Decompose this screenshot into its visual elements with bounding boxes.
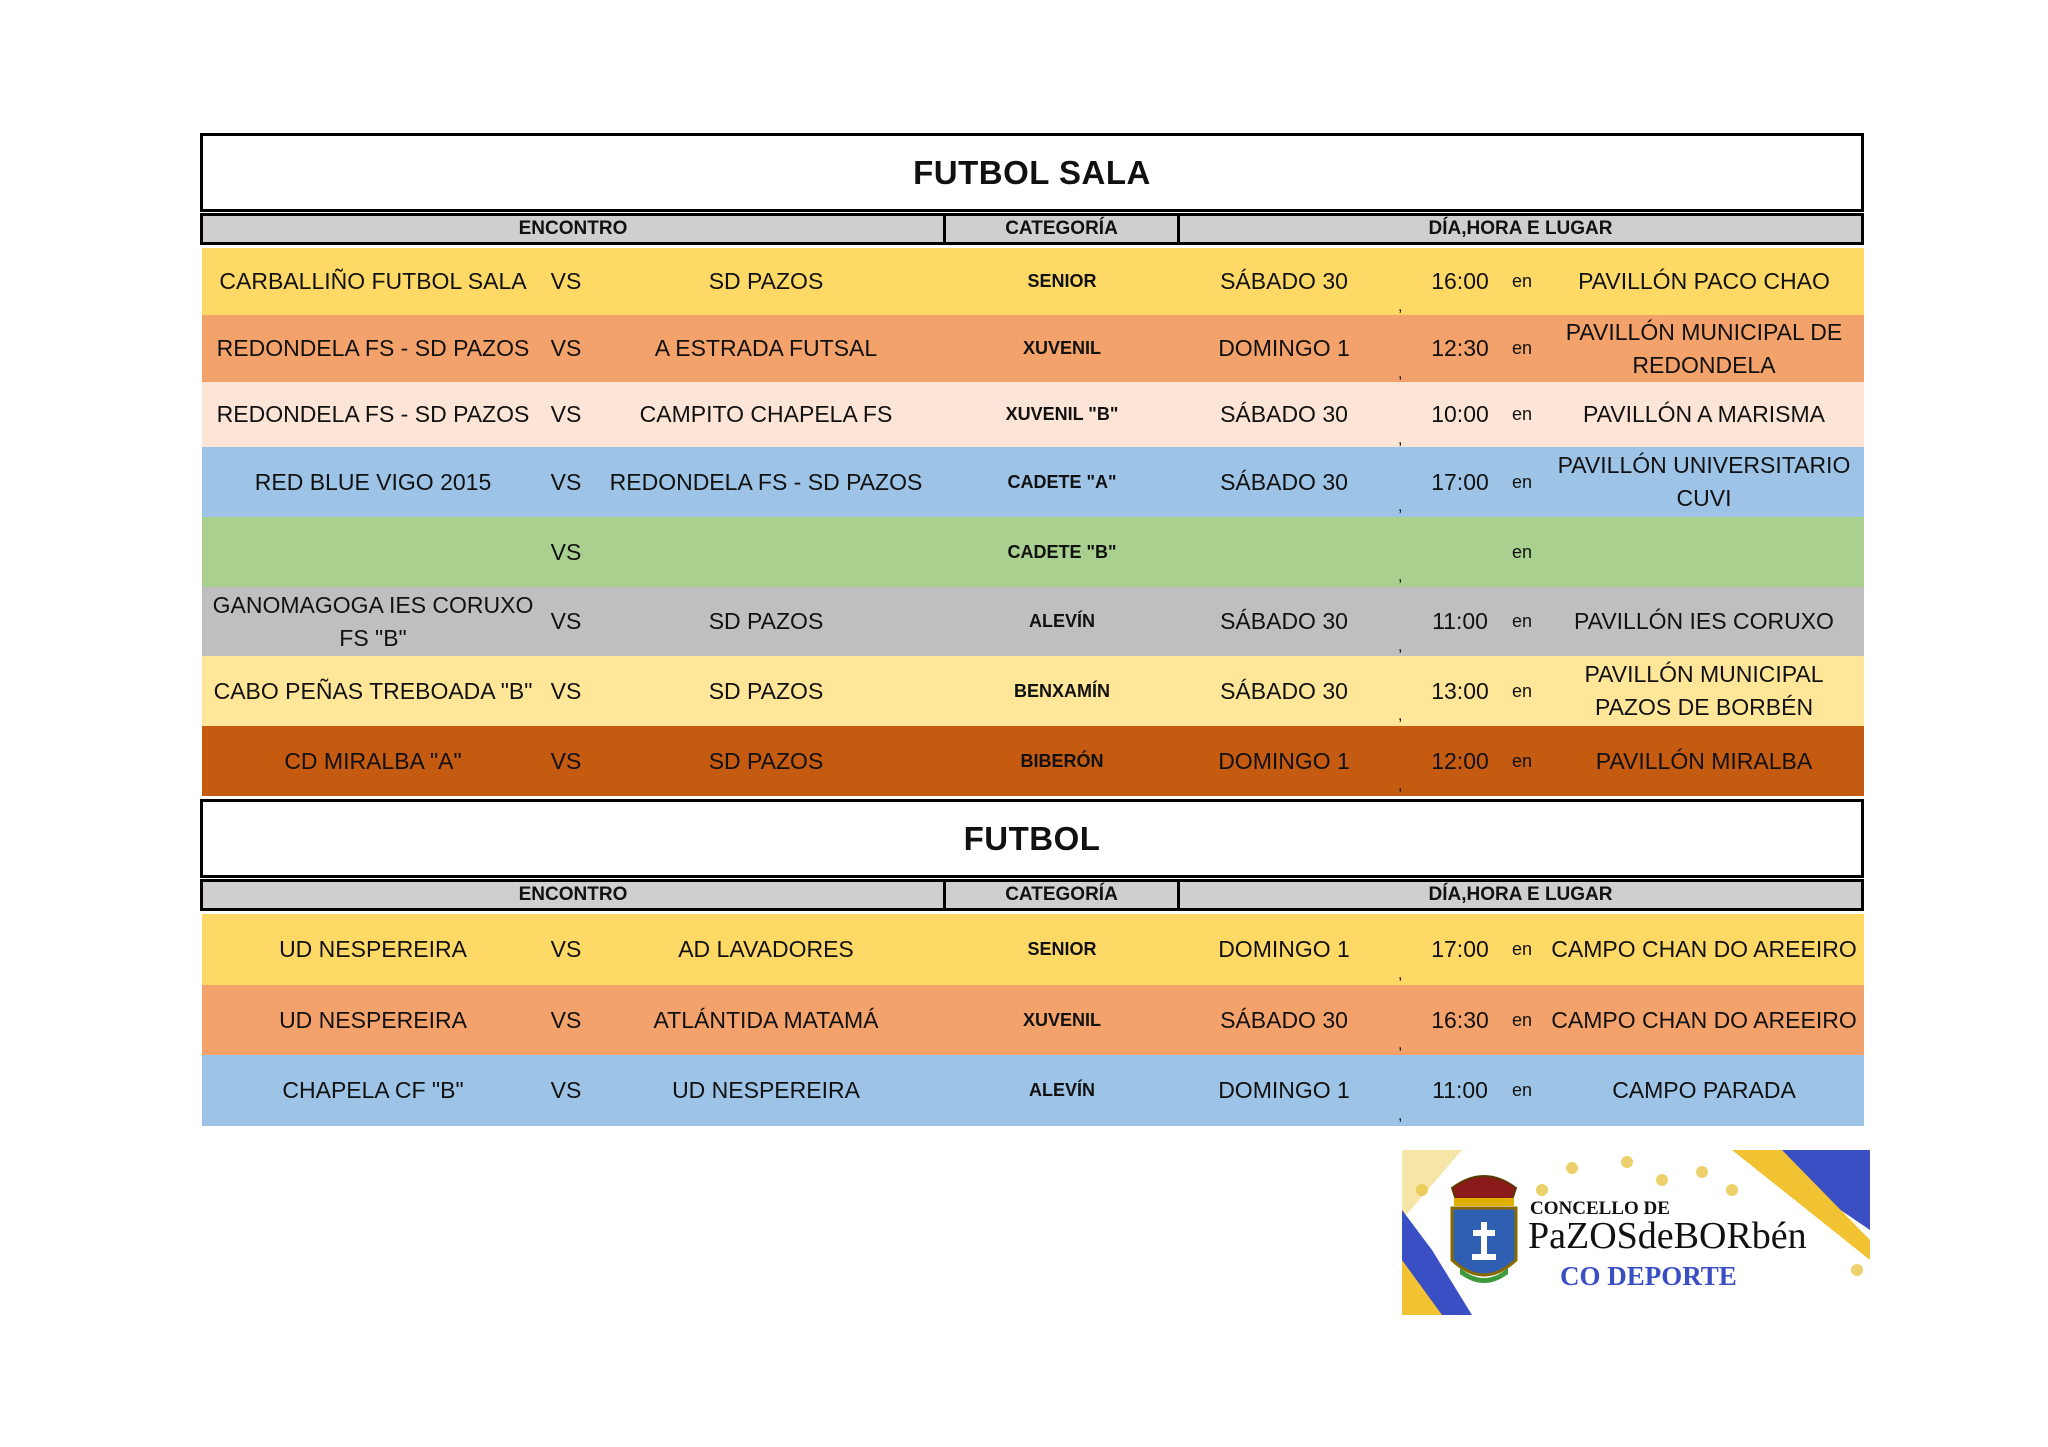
vs-label: VS <box>550 1006 582 1033</box>
home-team: REDONDELA FS - SD PAZOS <box>216 335 530 361</box>
header-categoria: CATEGORÍA <box>946 216 1180 242</box>
match-day: DOMINGO 1 <box>1218 747 1350 774</box>
separator-comma <box>1388 726 1420 796</box>
home-team: UD NESPEREIRA <box>279 1006 467 1033</box>
en-label: en <box>1511 471 1533 492</box>
separator-comma <box>1388 382 1420 447</box>
match-day: DOMINGO 1 <box>1218 936 1350 962</box>
home-team: CHAPELA CF "B" <box>282 1077 464 1103</box>
category-label: ALEVÍN <box>1028 1080 1095 1100</box>
logo-line1: CONCELLO DE <box>1530 1198 1670 1219</box>
category-label: SENIOR <box>1027 271 1097 291</box>
concello-logo <box>1402 1150 1870 1315</box>
match-time: 16:30 <box>1431 1006 1489 1033</box>
vs-label: VS <box>550 608 582 634</box>
vs-label: VS <box>550 747 582 774</box>
venue: CAMPO CHAN DO AREEIRO <box>1551 936 1857 962</box>
separator-comma <box>1388 517 1420 587</box>
futbol-sala-header <box>200 213 1864 245</box>
match-day: DOMINGO 1 <box>1218 335 1350 361</box>
home-team: RED BLUE VIGO 2015 <box>254 468 492 495</box>
match-row <box>202 914 1864 985</box>
en-label: en <box>1511 541 1533 562</box>
match-day: SÁBADO 30 <box>1220 677 1348 704</box>
vs-label: VS <box>550 538 582 565</box>
match-row <box>202 985 1864 1055</box>
vs-label: VS <box>550 268 582 294</box>
category-label: BIBERÓN <box>1020 750 1104 771</box>
match-row <box>202 517 1864 587</box>
separator-comma <box>1388 315 1420 382</box>
away-team: A ESTRADA FUTSAL <box>654 335 878 361</box>
match-day: SÁBADO 30 <box>1220 401 1348 427</box>
futbol-title: FUTBOL <box>200 799 1864 878</box>
away-team: CAMPITO CHAPELA FS <box>639 401 893 427</box>
en-label: en <box>1511 939 1533 959</box>
venue: PAVILLÓN MUNICIPAL PAZOS DE BORBÉN <box>1584 661 1824 720</box>
venue: PAVILLÓN UNIVERSITARIO CUVI <box>1557 452 1851 511</box>
match-time: 11:00 <box>1432 1077 1488 1103</box>
venue: CAMPO CHAN DO AREEIRO <box>1551 1006 1857 1033</box>
away-team: SD PAZOS <box>708 608 824 634</box>
match-row <box>202 1055 1864 1126</box>
match-time: 11:00 <box>1432 608 1488 634</box>
comma-text: , <box>1398 364 1403 382</box>
home-team: GANOMAGOGA IES CORUXO FS "B" <box>212 591 534 651</box>
en-label: en <box>1511 404 1533 424</box>
futbol-sala-title: FUTBOL SALA <box>200 133 1864 212</box>
header-encontro: ENCONTRO <box>203 882 946 908</box>
match-row <box>202 382 1864 447</box>
match-row <box>202 315 1864 382</box>
comma-text: , <box>1398 297 1403 315</box>
match-time: 12:30 <box>1431 335 1489 361</box>
comma-text: , <box>1398 637 1403 655</box>
away-team: SD PAZOS <box>708 677 824 704</box>
match-time: 10:00 <box>1431 401 1489 427</box>
logo-line2: PaZOSdeBORbén <box>1528 1215 1807 1257</box>
match-day: SÁBADO 30 <box>1220 608 1348 634</box>
header-dia-hora-lugar: DÍA,HORA E LUGAR <box>1428 884 1613 905</box>
venue: PAVILLÓN IES CORUXO <box>1574 608 1834 634</box>
venue: PAVILLÓN MIRALBA <box>1595 747 1813 774</box>
venue: CAMPO PARADA <box>1612 1077 1796 1103</box>
category-label: SENIOR <box>1027 939 1097 959</box>
separator-comma <box>1388 248 1420 315</box>
category-label: BENXAMÍN <box>1013 680 1110 701</box>
home-team <box>202 517 544 587</box>
comma-text: , <box>1398 498 1403 515</box>
logo-graphic <box>1402 1150 1870 1315</box>
comma-text: , <box>1398 777 1403 794</box>
separator-comma <box>1388 587 1420 656</box>
vs-label: VS <box>550 468 582 495</box>
away-team: UD NESPEREIRA <box>672 1077 860 1103</box>
vs-label: VS <box>550 677 582 704</box>
match-day: DOMINGO 1 <box>1218 1077 1350 1103</box>
category-label: XUVENIL <box>1022 338 1101 358</box>
match-time: 17:00 <box>1431 936 1489 962</box>
en-label: en <box>1511 1080 1533 1100</box>
category-label: XUVENIL "B" <box>1005 404 1119 424</box>
header-encontro: ENCONTRO <box>203 216 946 242</box>
category-label: ALEVÍN <box>1028 611 1095 631</box>
match-time: 12:00 <box>1431 747 1489 774</box>
header-categoria: CATEGORÍA <box>946 882 1180 908</box>
vs-label: VS <box>550 401 582 427</box>
comma-text: , <box>1398 430 1403 448</box>
en-label: en <box>1511 271 1533 291</box>
away-team: ATLÁNTIDA MATAMÁ <box>653 1006 879 1033</box>
en-label: en <box>1511 750 1533 771</box>
match-day: SÁBADO 30 <box>1220 468 1348 495</box>
venue: PAVILLÓN PACO CHAO <box>1578 268 1830 294</box>
away-team <box>588 517 944 587</box>
vs-label: VS <box>550 335 582 361</box>
separator-comma <box>1388 656 1420 726</box>
match-row <box>202 656 1864 726</box>
venue: PAVILLÓN MUNICIPAL DE REDONDELA <box>1565 318 1843 378</box>
home-team: CD MIRALBA "A" <box>284 747 462 774</box>
match-time: 13:00 <box>1431 677 1489 704</box>
en-label: en <box>1511 1009 1533 1030</box>
en-label: en <box>1511 611 1533 631</box>
vs-label: VS <box>550 1077 582 1103</box>
match-row <box>202 248 1864 315</box>
header-dia-hora-lugar: DÍA,HORA E LUGAR <box>1428 218 1613 239</box>
home-team: CABO PEÑAS TREBOADA "B" <box>213 677 533 704</box>
comma-text: , <box>1398 965 1403 983</box>
venue: PAVILLÓN A MARISMA <box>1582 401 1825 427</box>
separator-comma <box>1388 1055 1420 1126</box>
vs-label: VS <box>550 936 582 962</box>
category-label: CADETE "A" <box>1007 471 1117 492</box>
match-row <box>202 447 1864 517</box>
home-team: CARBALLIÑO FUTBOL SALA <box>219 268 527 294</box>
comma-text: , <box>1398 1036 1403 1053</box>
separator-comma <box>1388 914 1420 985</box>
home-team: REDONDELA FS - SD PAZOS <box>216 401 530 427</box>
separator-comma <box>1388 985 1420 1055</box>
logo-line3: CO DEPORTE <box>1560 1261 1737 1291</box>
away-team: SD PAZOS <box>708 747 824 774</box>
match-day: SÁBADO 30 <box>1220 1006 1348 1033</box>
match-day: SÁBADO 30 <box>1220 268 1348 294</box>
match-day <box>1180 517 1388 587</box>
futbol-header <box>200 879 1864 911</box>
match-time <box>1420 517 1500 587</box>
comma-text: , <box>1398 568 1403 585</box>
home-team: UD NESPEREIRA <box>279 936 467 962</box>
away-team: REDONDELA FS - SD PAZOS <box>609 468 923 495</box>
category-label: CADETE "B" <box>1007 541 1117 562</box>
match-time: 16:00 <box>1431 268 1489 294</box>
en-label: en <box>1511 338 1533 358</box>
away-team: AD LAVADORES <box>678 936 854 962</box>
match-row <box>202 587 1864 656</box>
category-label: XUVENIL <box>1022 1009 1101 1030</box>
comma-text: , <box>1398 707 1403 724</box>
away-team: SD PAZOS <box>708 268 824 294</box>
match-time: 17:00 <box>1431 468 1489 495</box>
comma-text: , <box>1398 1106 1403 1124</box>
match-row <box>202 726 1864 796</box>
separator-comma <box>1388 447 1420 517</box>
venue <box>1544 517 1864 587</box>
en-label: en <box>1511 680 1533 701</box>
